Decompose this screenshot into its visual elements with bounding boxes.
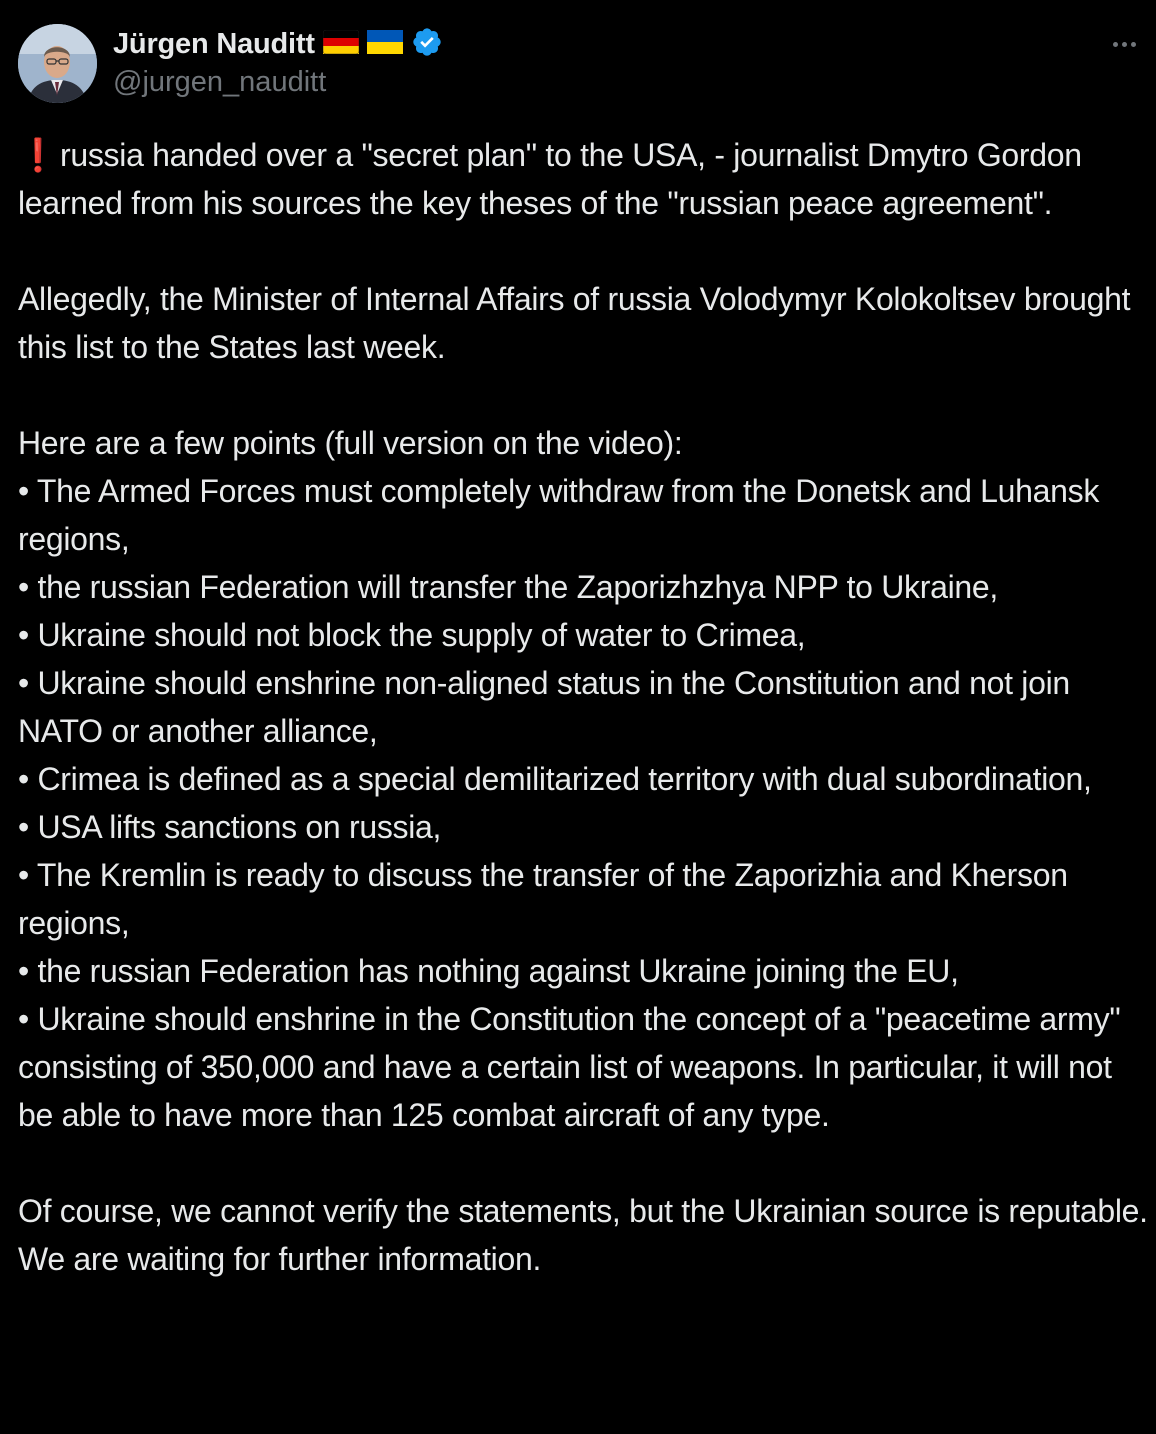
tweet-point: • the russian Federation has nothing against Ukraine joining the EU, xyxy=(18,953,959,989)
avatar[interactable] xyxy=(18,24,97,103)
tweet-point: • USA lifts sanctions on russia, xyxy=(18,809,442,845)
tweet-point: • The Kremlin is ready to discuss the transfer of the Zaporizhia and Kherson regions, xyxy=(18,857,1077,941)
tweet-paragraph-2: Allegedly, the Minister of Internal Affairs of russia Volodymyr Kolokoltsev brought this list to the States last week. xyxy=(18,281,1139,365)
red-exclamation-icon: ❗ xyxy=(18,137,58,173)
tweet-points-intro: Here are a few points (full version on the video): xyxy=(18,425,683,461)
avatar-image xyxy=(18,24,97,103)
author-display-name[interactable]: Jürgen Nauditt xyxy=(113,27,315,60)
tweet-point: • The Armed Forces must completely withdraw from the Donetsk and Luhansk regions, xyxy=(18,473,1108,557)
tweet-point: • Crimea is defined as a special demilitarized territory with dual subordination, xyxy=(18,761,1092,797)
author-handle[interactable]: @jurgen_nauditt xyxy=(113,66,327,98)
tweet-point: • Ukraine should enshrine non-aligned status in the Constitution and not join NATO or another alliance, xyxy=(18,665,1079,749)
tweet-paragraph-4: Of course, we cannot verify the statements, but the Ukrainian source is reputable. We are waiting for further information. xyxy=(18,1193,1156,1277)
verified-badge-icon[interactable] xyxy=(411,26,443,63)
author-name-row xyxy=(113,26,443,62)
tweet-text xyxy=(18,131,1156,1283)
tweet-paragraph-1 xyxy=(18,131,1148,227)
tweet-point: • the russian Federation will transfer the Zaporizhzhya NPP to Ukraine, xyxy=(18,569,998,605)
more-options-icon[interactable] xyxy=(1104,30,1144,58)
germany-flag-icon xyxy=(323,30,359,59)
tweet-point: • Ukraine should not block the supply of water to Crimea, xyxy=(18,617,806,653)
tweet-point: • Ukraine should enshrine in the Constitution the concept of a "peacetime army" consisting of 350,000 and have a certain list of weapons. In particular, it will not be able to have more than 125 combat aircraft of any type. xyxy=(18,1001,1129,1133)
ukraine-flag-icon xyxy=(367,30,403,59)
tweet-paragraph-1-text: russia handed over a "secret plan" to the USA, - journalist Dmytro Gordon learned from his sources the key theses of the "russian peace agreement". xyxy=(18,137,1091,221)
